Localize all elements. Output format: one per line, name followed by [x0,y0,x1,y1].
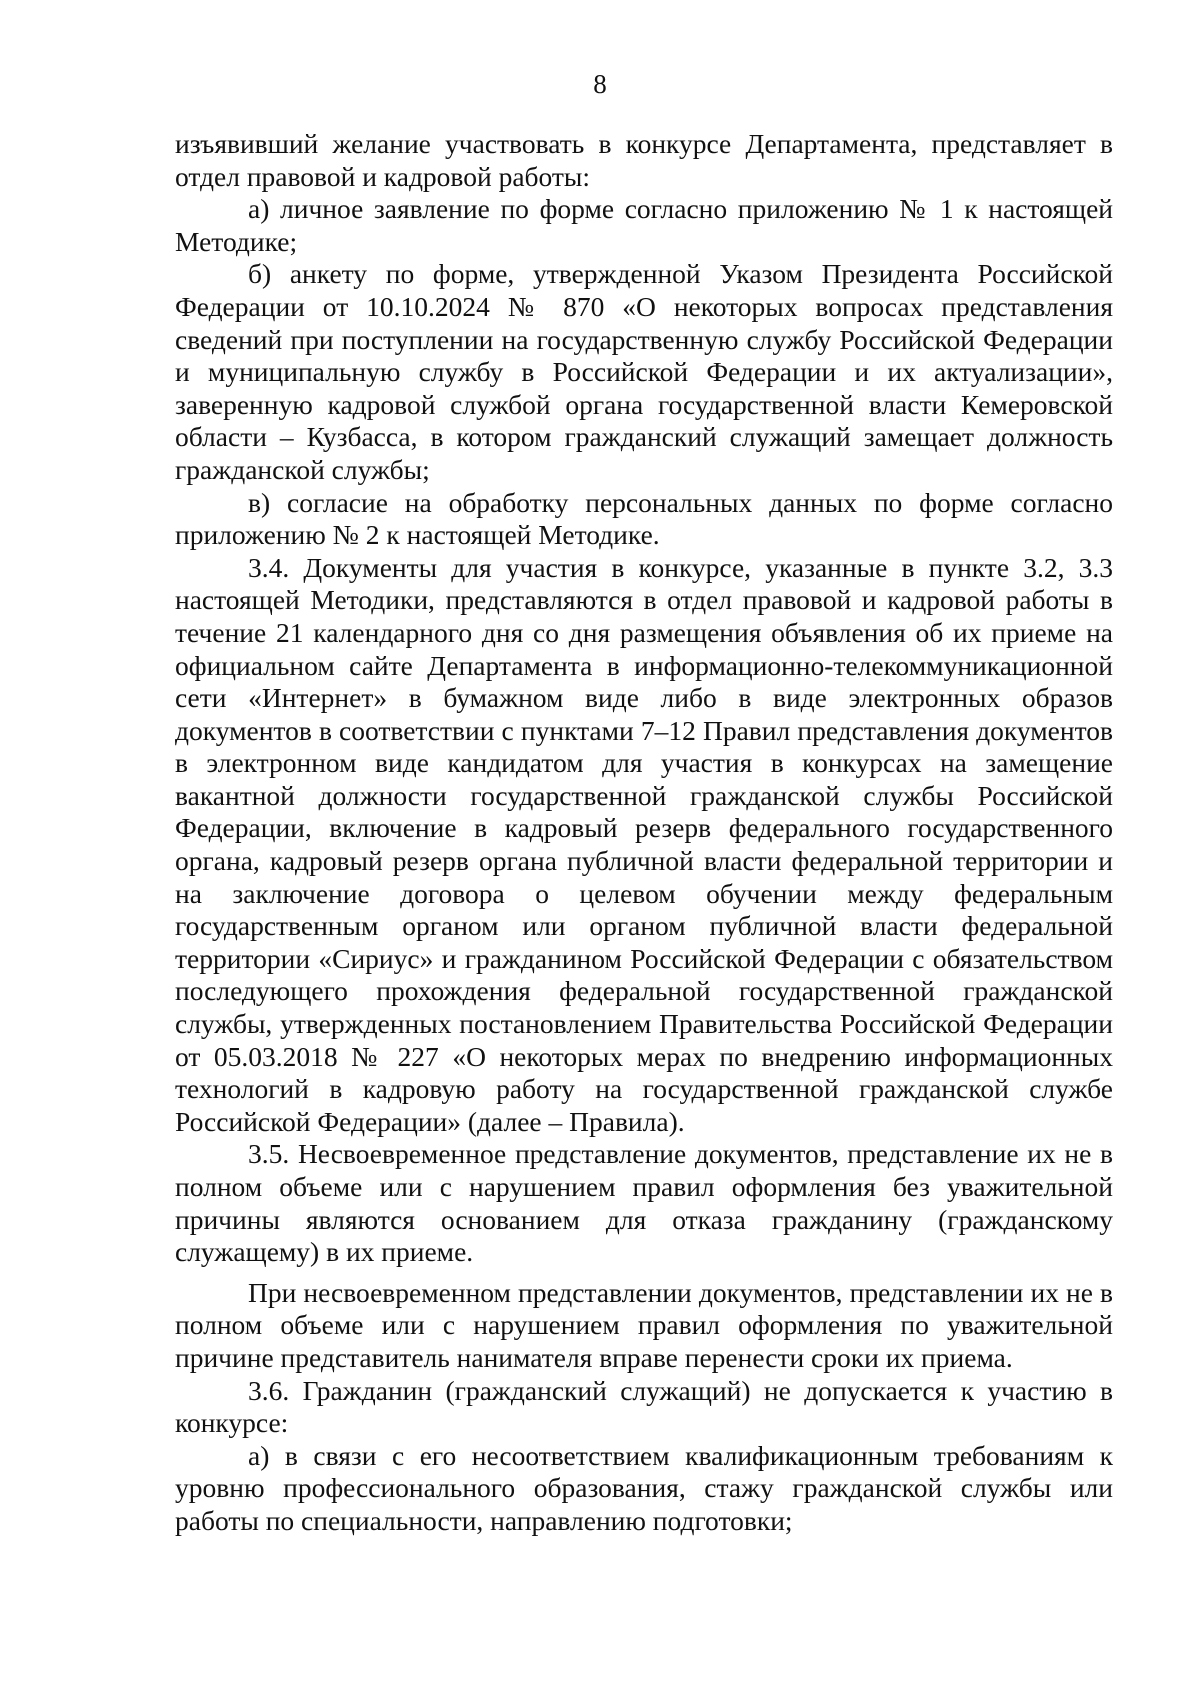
paragraph-item-a-application: а) личное заявление по форме согласно приложению № 1 к настоящей Методике; [175,193,1113,257]
paragraph-3-6-item-a: а) в связи с его несоответствием квалификационным требованиям к уровню профессионального образования, стажу гражданской службы или работы по специальности, направлению подготовки; [175,1439,1113,1536]
page-number: 8 [593,69,607,99]
paragraph-3-5-continued: При несвоевременном представлении документов, представлении их не в полном объеме или с нарушением правил оформления по уважительной причине представитель нанимателя вправе перенести сроки их приема. [175,1276,1113,1373]
paragraph-continuation: изъявивший желание участвовать в конкурсе Департамента, представляет в отдел правовой и кадровой работы: [175,128,1113,192]
document-body [175,128,1113,1538]
paragraph-3-4: 3.4. Документы для участия в конкурсе, указанные в пункте 3.2, 3.3 настоящей Методики, представляются в отдел правовой и кадровой работы в течение 21 календарного дня со дня размещения объявления об их приеме на официальном сайте Департамента в информационно-телекоммуникационной сети «Интернет» в бумажном виде либо в виде электронных образов документов в соответствии с пунктами 7–12 Правил представления документов в электронном виде кандидатом для участия в конкурсах на замещение вакантной должности государственной гражданской службы Российской Федерации, включение в кадровый резерв федерального государственного органа, кадровый резерв органа публичной власти федеральной территории и на заключение договора о целевом обучении между федеральным государственным органом или органом публичной власти федеральной территории «Сириус» и гражданином Российской Федерации с обязательством последующего прохождения федеральной государственной гражданской службы, утвержденных постановлением Правительства Российской Федерации от 05.03.2018 № 227 «О некоторых мерах по внедрению информационных технологий в кадровую работу на государственной гражданской службе Российской Федерации» (далее – Правила). [175,551,1113,1137]
paragraph-item-v-consent: в) согласие на обработку персональных данных по форме согласно приложению № 2 к настоящей Методике. [175,486,1113,551]
paragraph-3-6: 3.6. Гражданин (гражданский служащий) не допускается к участию в конкурсе: [175,1374,1113,1439]
paragraph-item-b-questionnaire: б) анкету по форме, утвержденной Указом Президента Российской Федерации от 10.10.2024 № 870 «О некоторых вопросах представления сведений при поступлении на государственную службу Российской Федерации и муниципальную службу в Российской Федерации и их актуализации», заверенную кадровой службой органа государственной власти Кемеровской области – Кузбасса, в котором гражданский служащий замещает должность гражданской службы; [175,258,1113,485]
paragraph-3-5: 3.5. Несвоевременное представление документов, представление их не в полном объеме или с нарушением правил оформления без уважительной причины являются основанием для отказа гражданину (гражданскому служащему) в их приеме. [175,1138,1113,1268]
